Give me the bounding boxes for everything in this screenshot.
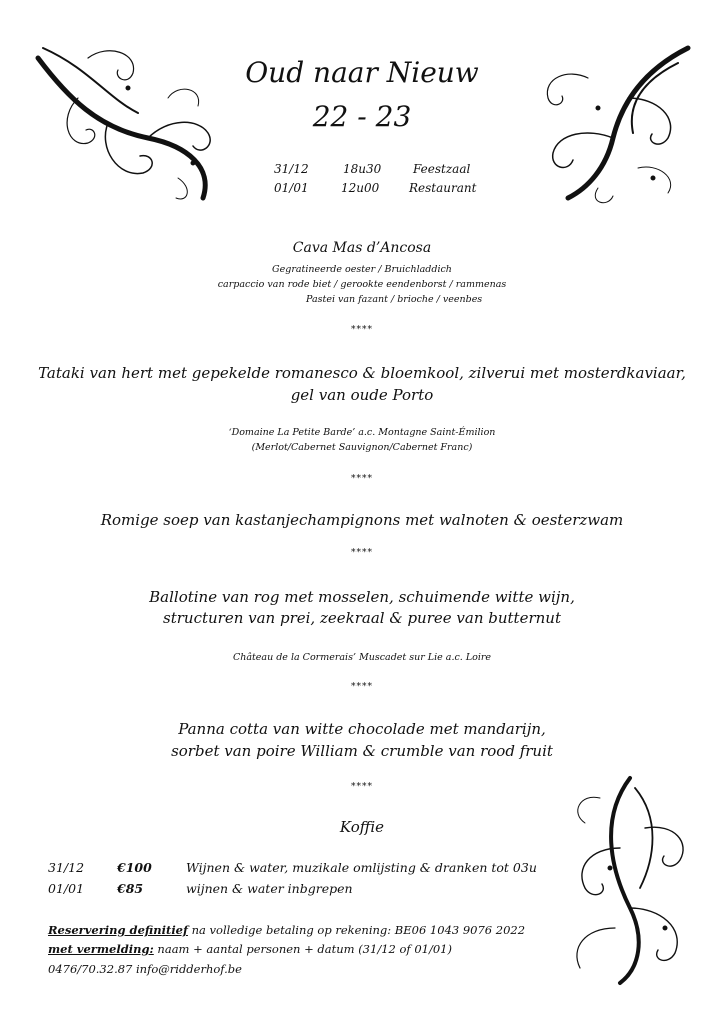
schedule-time: 12u00 [341, 181, 380, 195]
schedule-place: Feestzaal [413, 162, 471, 176]
aperitif-title: Cava Mas d’Ancosa [292, 240, 432, 256]
course-line: gel van oude Porto [290, 386, 434, 404]
separator: **** [351, 474, 373, 484]
reservation-label: Reservering definitief [48, 923, 188, 937]
mention-line [48, 940, 452, 959]
wine-line: Château de la Cormerais’ Muscadet sur Lie a.c. Loire [232, 652, 492, 663]
price-date: 01/01 [48, 881, 85, 896]
course-line: Tataki van hert met gepekelde romanesco & bloemkool, zilverui met mosterdkaviaar, [38, 364, 686, 382]
page-title: Oud naar Nieuw [245, 56, 479, 89]
price-amount: €85 [117, 881, 144, 896]
separator: **** [351, 325, 373, 335]
course-line: sorbet van poire William & crumble van rood fruit [171, 742, 553, 760]
coffee-title: Koffie [339, 818, 385, 836]
separator: **** [351, 682, 373, 692]
schedule-place: Restaurant [409, 181, 477, 195]
reservation-text: na volledige betaling op rekening: BE06 1043 9076 2022 [187, 923, 526, 937]
contact-line: 0476/70.32.87 info@ridderhof.be [48, 962, 242, 976]
mention-text: naam + aantal personen + datum (31/12 of 01/01) [153, 942, 452, 956]
schedule-date: 31/12 [274, 162, 309, 176]
wine-line: ‘Domaine La Petite Barde’ a.c. Montagne Saint-Émilion [228, 427, 496, 438]
mention-label: met vermelding: [48, 942, 154, 956]
separator: **** [351, 548, 373, 558]
price-description: wijnen & water inbgrepen [186, 881, 353, 896]
course-line: Panna cotta van witte chocolade met mandarijn, [178, 720, 546, 738]
page-years: 22 - 23 [312, 100, 412, 133]
price-date: 31/12 [48, 860, 85, 875]
price-description: Wijnen & water, muzikale omlijsting & dranken tot 03u [186, 860, 537, 875]
separator: **** [351, 782, 373, 792]
reservation-line [48, 921, 525, 940]
course-line: Romige soep van kastanjechampignons met walnoten & oesterzwam [100, 511, 624, 529]
schedule-date: 01/01 [274, 181, 309, 195]
aperitif-line: carpaccio van rode biet / gerookte eendenborst / rammenas [217, 279, 507, 290]
price-amount: €100 [117, 860, 152, 875]
aperitif-line: Pastei van fazant / brioche / veenbes [306, 294, 483, 305]
course-line: structuren van prei, zeekraal & puree van butternut [163, 609, 561, 627]
swirl-ornament-bottom-right [560, 768, 700, 988]
course-line: Ballotine van rog met mosselen, schuimende witte wijn, [149, 588, 575, 606]
schedule-time: 18u30 [343, 162, 382, 176]
aperitif-line: Gegratineerde oester / Bruichladdich [272, 264, 452, 275]
wine-line: (Merlot/Cabernet Sauvignon/Cabernet Franc) [251, 442, 473, 453]
